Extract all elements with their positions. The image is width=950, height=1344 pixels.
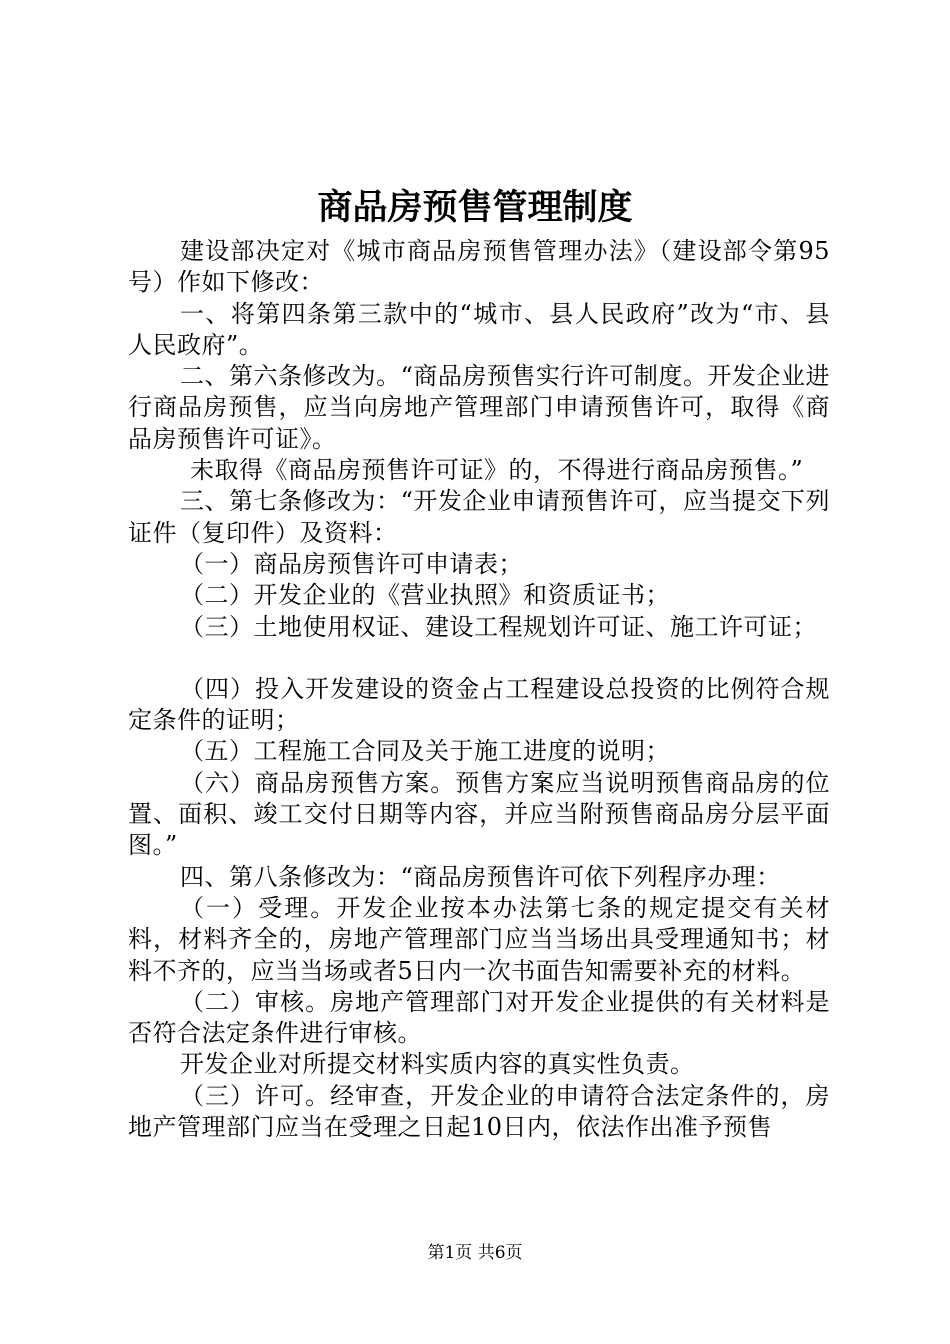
list-item: （三）土地使用权证、建设工程规划许可证、施工许可证；	[180, 612, 817, 641]
list-item: （一）商品房预售许可申请表；	[180, 549, 523, 578]
paragraph: 二、第六条修改为。“商品房预售实行许可制度。开发企业进行商品房预售，应当向房地产管理部门申请预售许可，取得《商品房预售许可证》。	[128, 362, 830, 453]
list-item: （三）许可。经审查，开发企业的申请符合法定条件的，房地产管理部门应当在受理之日起10日内，依法作出准予预售	[128, 1081, 830, 1142]
page-footer: 第1页 共6页	[427, 1243, 523, 1263]
paragraph: 未取得《商品房预售许可证》的，不得进行商品房预售。”	[190, 456, 804, 485]
paragraph-gap	[128, 643, 830, 674]
list-item: （二）开发企业的《营业执照》和资质证书；	[180, 581, 670, 610]
paragraph: 一、将第四条第三款中的“城市、县人民政府”改为“市、县人民政府”。	[128, 299, 830, 359]
document-title: 商品房预售管理制度	[317, 187, 633, 228]
list-item: （一）受理。开发企业按本办法第七条的规定提交有关材料，材料齐全的，房地产管理部门应当当场出具受理通知书；材料不齐的，应当当场或者5日内一次书面告知需要补充的材料。	[128, 893, 830, 985]
document-body	[128, 236, 830, 1143]
paragraph: 四、第八条修改为：“商品房预售许可依下列程序办理：	[180, 862, 781, 891]
list-item: （六）商品房预售方案。预售方案应当说明预售商品房的位置、面积、竣工交付日期等内容，并应当附预售商品房分层平面图。”	[128, 768, 830, 860]
paragraph: 三、第七条修改为：“开发企业申请预售许可，应当提交下列证件（复印件）及资料：	[128, 487, 830, 547]
paragraph: 建设部决定对《城市商品房预售管理办法》（建设部令第95号）作如下修改：	[128, 237, 830, 297]
list-item: （五）工程施工合同及关于施工进度的说明；	[180, 737, 670, 766]
list-item: （四）投入开发建设的资金占工程建设总投资的比例符合规定条件的证明；	[128, 674, 830, 735]
paragraph: 开发企业对所提交材料实质内容的真实性负责。	[180, 1050, 695, 1079]
list-item: （二）审核。房地产管理部门对开发企业提供的有关材料是否符合法定条件进行审核。	[128, 987, 830, 1048]
